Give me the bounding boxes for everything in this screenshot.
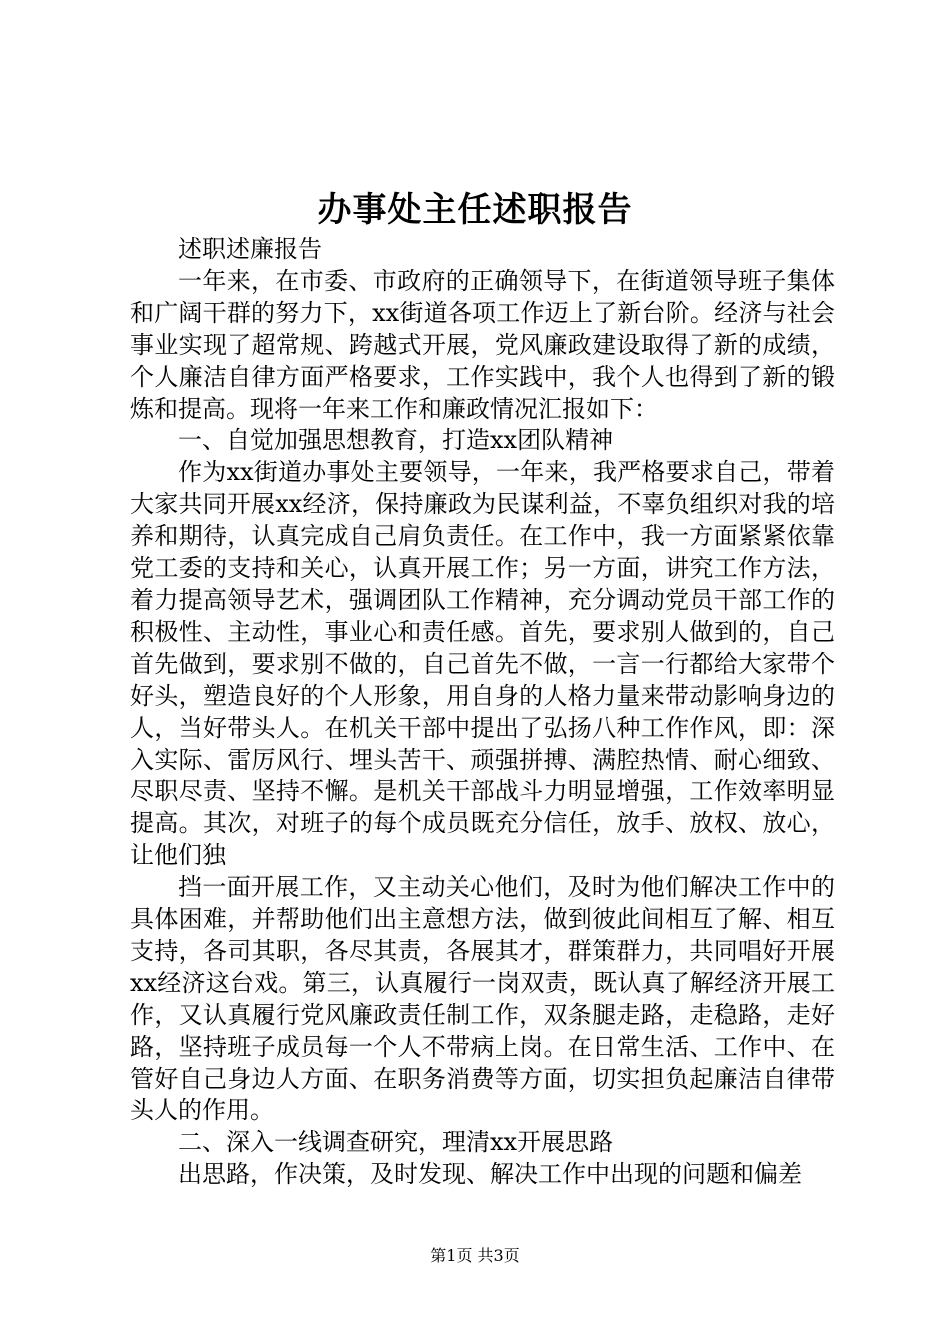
paragraph-subtitle: 述职述廉报告 [178,235,322,263]
page-number-footer: 第1页 共3页 [430,1246,520,1265]
document-title: 办事处主任述职报告 [317,190,633,230]
paragraph-section-1-continued: 挡一面开展工作，又主动关心他们，及时为他们解决工作中的具体困难，并帮助他们出主意想方法，做到彼此间相互了解、相互支持，各司其职，各尽其责，各展其才，群策群力，共同唱好开展xx经济这台戏。第三，认真履行一岗双责，既认真了解经济开展工作，又认真履行党风廉政责任制工作，双条腿走路，走稳路，走好路，坚持班子成员每一个人不带病上岗。在日常生活、工作中、在管好自己身边人方面、在职务消费等方面，切实担负起廉洁自律带头人的作用。 [130,873,835,1125]
paragraph-section-2: 出思路，作决策，及时发现、解决工作中出现的问题和偏差 [178,1160,802,1189]
section-heading-1: 一、自觉加强思想教育，打造xx团队精神 [178,426,614,455]
paragraph-intro: 一年来，在市委、市政府的正确领导下，在街道领导班子集体和广阔干群的努力下，xx街道各项工作迈上了新台阶。经济与社会事业实现了超常规、跨越式开展，党风廉政建设取得了新的成绩，个人廉洁自律方面严格要求，工作实践中，我个人也得到了新的锻炼和提高。现将一年来工作和廉政情况汇报如下： [130,266,835,423]
section-heading-2: 二、深入一线调查研究，理清xx开展思路 [178,1128,614,1157]
paragraph-section-1: 作为xx街道办事处主要领导，一年来，我严格要求自己，带着大家共同开展xx经济，保持廉政为民谋利益，不辜负组织对我的培养和期待，认真完成自己肩负责任。在工作中，我一方面紧紧依靠党工委的支持和关心，认真开展工作；另一方面，讲究工作方法，着力提高领导艺术，强调团队工作精神，充分调动党员干部工作的积极性、主动性，事业心和责任感。首先，要求别人做到的，自己首先做到，要求别不做的，自己首先不做，一言一行都给大家带个好头，塑造良好的个人形象，用自身的人格力量来带动影响身边的人，当好带头人。在机关干部中提出了弘扬八种工作作风，即：深入实际、雷厉风行、埋头苦干、顽强拼搏、满腔热情、耐心细致、尽职尽责、坚持不懈。是机关干部战斗力明显增强，工作效率明显提高。其次，对班子的每个成员既充分信任，放手、放权、放心，让他们独 [130,458,835,870]
document-body [130,234,835,1191]
